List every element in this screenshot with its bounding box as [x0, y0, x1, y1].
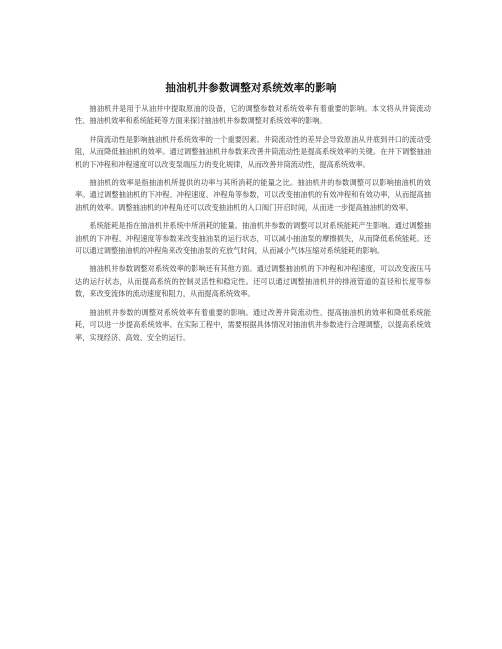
- paragraph-3: 抽油机的效率是指抽油机所提供的功率与其所消耗的能量之比。抽油机井的参数调整可以影响抽油机的效率。通过调整抽油机的下冲程、冲程速度、冲程角等参数，可以改变抽油机的有效冲程和有效功率，从而提高抽油机的效率。调整抽油机的冲程角还可以改变抽油机的入口阀门开启时间，从而进一步提高抽油机的效率。: [75, 178, 431, 212]
- document-title: 抽油机井参数调整对系统效率的影响: [165, 82, 337, 94]
- paragraph-5: 抽油机井参数调整对系统效率的影响还有其他方面。通过调整抽油机的下冲程和冲程速度，可以改变液压马达的运行状态，从而提高系统的控制灵活性和稳定性。还可以通过调整抽油机井的排液管道的直径和长度等参数，来改变流体的流动速度和阻力，从而提高系统效率。: [75, 264, 431, 299]
- paragraph-4: 系统能耗是指在抽油机井系统中所消耗的能量。抽油机井参数的调整可以对系统能耗产生影响。通过调整抽油机的下冲程、冲程速度等参数来改变抽油泵的运行状态，可以减小抽油泵的摩擦损失，从而降低系统能耗。还可以通过调整抽油机的冲程角来改变抽油泵的充放气时间，从而减小气体压缩对系统能耗的影响。: [75, 221, 431, 256]
- paragraph-6: 抽油机井参数的调整对系统效率有着重要的影响。通过改善井筒流动性、提高抽油机的效率和降低系统能耗，可以进一步提高系统效率。在实际工程中，需要根据具体情况对抽油机井参数进行合理调整，以提高系统效率，实现经济、高效、安全的运行。: [75, 307, 431, 342]
- document-body: [75, 103, 431, 350]
- paragraph-2: 井筒流动性是影响抽油机井系统效率的一个重要因素。井筒流动性的差异会导致原油从井底到井口的流动受阻，从而降低抽油机的效率。通过调整抽油机井参数来改善井筒流动性是提高系统效率的关键。在井下调整抽油机的下冲程和冲程速度可以改变泵端压力的变化规律，从而改善井筒流动性，提高系统效率。: [75, 134, 431, 169]
- paragraph-1: 抽油机井是用于从油井中提取原油的设备，它的调整参数对系统效率有着重要的影响。本文将从井筒流动性、抽油机效率和系统能耗等方面来探讨抽油机井参数调整对系统效率的影响。: [75, 104, 431, 126]
